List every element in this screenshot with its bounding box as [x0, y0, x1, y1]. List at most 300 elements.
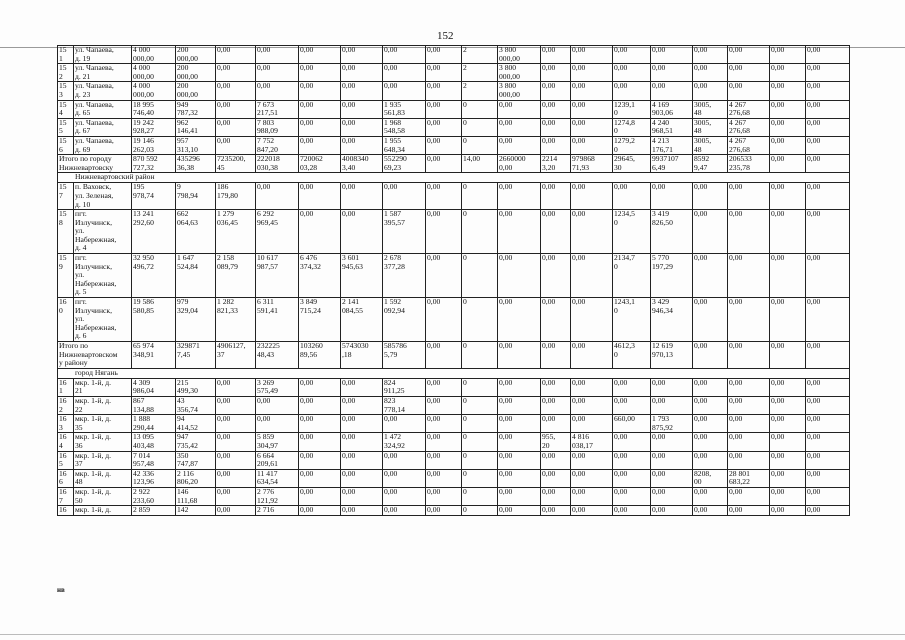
value-cell: 0,00	[426, 82, 462, 100]
value-cell: 13 095 403,48	[132, 433, 176, 451]
value-cell: 232225 48,43	[256, 342, 299, 369]
value-cell: 19 586 580,85	[132, 298, 176, 342]
value-cell: 142	[176, 506, 216, 516]
table-row	[58, 487, 850, 505]
value-cell: 0,00	[613, 82, 651, 100]
address-cell: мкр. 1-й, д.	[74, 506, 132, 516]
table-row	[58, 210, 850, 254]
value-cell: 0,00	[613, 183, 651, 210]
value-cell: 0,00	[728, 210, 770, 254]
value-cell: 7 673 217,51	[256, 100, 299, 118]
value-cell: 0,00	[770, 100, 806, 118]
value-cell: 19 242 928,27	[132, 118, 176, 136]
value-cell: 0,00	[498, 254, 541, 298]
value-cell: 0,00	[216, 46, 256, 64]
value-cell: 0,00	[693, 378, 728, 396]
value-cell: 0,00	[498, 100, 541, 118]
value-cell: 0,00	[426, 506, 462, 516]
value-cell: 5743030 ,18	[341, 342, 383, 369]
value-cell: 0,00	[728, 378, 770, 396]
value-cell: 94 414,52	[176, 415, 216, 433]
value-cell: 0,00	[806, 64, 850, 82]
value-cell: 0,00	[383, 183, 426, 210]
row-number-cell: 16 6	[58, 469, 74, 487]
value-cell: 0,00	[426, 469, 462, 487]
value-cell: 0,00	[341, 506, 383, 516]
value-cell: 0,00	[806, 451, 850, 469]
value-cell: 0,00	[341, 100, 383, 118]
value-cell: 0,00	[541, 378, 571, 396]
section-header-row	[58, 368, 850, 378]
value-cell: 1 935 561,83	[383, 100, 426, 118]
value-cell: 3 429 946,34	[651, 298, 693, 342]
value-cell: 0,00	[728, 254, 770, 298]
table-row	[58, 136, 850, 154]
value-cell: 0,00	[571, 469, 613, 487]
value-cell: 0,00	[216, 396, 256, 414]
value-cell: 1279,2 0	[613, 136, 651, 154]
value-cell: 3 269 575,49	[256, 378, 299, 396]
value-cell: 0,00	[770, 415, 806, 433]
row-number-cell: 15 6	[58, 136, 74, 154]
value-cell: 0,00	[216, 136, 256, 154]
value-cell: 0,00	[216, 506, 256, 516]
value-cell: 0,00	[571, 100, 613, 118]
section-label: Нижневартовский район	[58, 173, 850, 183]
value-cell: 0	[462, 342, 498, 369]
address-cell: мкр. 1-й, д. 21	[74, 378, 132, 396]
value-cell: 329871 7,45	[176, 342, 216, 369]
value-cell: 0,00	[806, 118, 850, 136]
value-cell: 1243,1 0	[613, 298, 651, 342]
value-cell: 4008340 3,40	[341, 155, 383, 173]
value-cell: 0,00	[571, 378, 613, 396]
value-cell: 19 146 262,03	[132, 136, 176, 154]
value-cell: 0	[462, 298, 498, 342]
value-cell: 660,00	[613, 415, 651, 433]
value-cell: 0,00	[770, 46, 806, 64]
value-cell: 186 179,80	[216, 183, 256, 210]
value-cell: 0,00	[770, 506, 806, 516]
value-cell: 0,00	[498, 433, 541, 451]
value-cell: 0,00	[541, 298, 571, 342]
value-cell: 0,00	[426, 487, 462, 505]
value-cell: 0,00	[571, 415, 613, 433]
table-row	[58, 378, 850, 396]
value-cell: 0,00	[693, 506, 728, 516]
bottom-rule	[0, 634, 905, 635]
value-cell: 0,00	[383, 415, 426, 433]
value-cell: 13 241 292,60	[132, 210, 176, 254]
total-label: Итого по городу Нижневартовску	[58, 155, 132, 173]
value-cell: 0,00	[806, 46, 850, 64]
value-cell: 0,00	[383, 64, 426, 82]
value-cell: 949 787,32	[176, 100, 216, 118]
value-cell: 552290 69,23	[383, 155, 426, 173]
value-cell: 2 158 089,79	[216, 254, 256, 298]
value-cell: 0,00	[299, 64, 341, 82]
value-cell: 0	[462, 451, 498, 469]
value-cell: 6 311 591,41	[256, 298, 299, 342]
value-cell: 2 678 377,28	[383, 254, 426, 298]
value-cell: 0,00	[613, 433, 651, 451]
value-cell: 9 798,94	[176, 183, 216, 210]
value-cell: 0,00	[571, 210, 613, 254]
value-cell: 0,00	[571, 396, 613, 414]
value-cell: 0,00	[341, 46, 383, 64]
value-cell: 146 111,68	[176, 487, 216, 505]
value-cell: 1 647 524,84	[176, 254, 216, 298]
value-cell: 0,00	[426, 451, 462, 469]
value-cell: 0	[462, 487, 498, 505]
value-cell: 0,00	[541, 415, 571, 433]
value-cell: 0,00	[806, 136, 850, 154]
value-cell: 0	[462, 415, 498, 433]
address-cell: мкр. 1-й, д. 37	[74, 451, 132, 469]
value-cell: 0,00	[383, 82, 426, 100]
value-cell: 0,00	[770, 183, 806, 210]
value-cell: 0,00	[571, 451, 613, 469]
value-cell: 3 849 715,24	[299, 298, 341, 342]
value-cell: 0,00	[341, 451, 383, 469]
value-cell: 3005, 48	[693, 136, 728, 154]
value-cell: 103260 89,56	[299, 342, 341, 369]
value-cell: 11 417 634,54	[256, 469, 299, 487]
value-cell: 0,00	[693, 64, 728, 82]
value-cell: 4 240 968,51	[651, 118, 693, 136]
value-cell: 0,00	[770, 433, 806, 451]
value-cell: 0,00	[806, 506, 850, 516]
value-cell: 8592 9,47	[693, 155, 728, 173]
value-cell: 0,00	[693, 451, 728, 469]
value-cell: 4 000 000,00	[132, 82, 176, 100]
value-cell: 2 716	[256, 506, 299, 516]
value-cell: 6 292 969,45	[256, 210, 299, 254]
value-cell: 0,00	[541, 487, 571, 505]
value-cell: 0,00	[341, 118, 383, 136]
table-row	[58, 118, 850, 136]
value-cell: 0	[462, 469, 498, 487]
value-cell: 0,00	[806, 82, 850, 100]
value-cell: 0,00	[256, 396, 299, 414]
value-cell: 435296 36,38	[176, 155, 216, 173]
value-cell: 0,00	[216, 469, 256, 487]
value-cell: 0,00	[426, 378, 462, 396]
value-cell: 720062 03,28	[299, 155, 341, 173]
value-cell: 0,00	[256, 82, 299, 100]
value-cell: 18 995 746,40	[132, 100, 176, 118]
value-cell: 9937107 6,49	[651, 155, 693, 173]
value-cell: 1 592 092,94	[383, 298, 426, 342]
value-cell: 4 267 276,68	[728, 100, 770, 118]
value-cell: 2 859	[132, 506, 176, 516]
value-cell: 0,00	[806, 487, 850, 505]
address-cell: мкр. 1-й, д. 35	[74, 415, 132, 433]
value-cell: 0	[462, 254, 498, 298]
value-cell: 0,00	[383, 46, 426, 64]
value-cell: 0,00	[216, 415, 256, 433]
value-cell: 867 134,88	[132, 396, 176, 414]
value-cell: 0,00	[613, 506, 651, 516]
value-cell: 0,00	[541, 469, 571, 487]
value-cell: 4612,3 0	[613, 342, 651, 369]
value-cell: 4 213 176,71	[651, 136, 693, 154]
value-cell: 0,00	[728, 433, 770, 451]
value-cell: 0,00	[299, 82, 341, 100]
value-cell: 0,00	[770, 378, 806, 396]
value-cell: 0,00	[770, 396, 806, 414]
value-cell: 0,00	[728, 451, 770, 469]
page-number: 152	[437, 30, 454, 42]
value-cell: 1239,1 0	[613, 100, 651, 118]
value-cell: 0,00	[651, 487, 693, 505]
value-cell: 6 476 374,32	[299, 254, 341, 298]
value-cell: 0	[462, 506, 498, 516]
row-number-cell: 15 3	[58, 82, 74, 100]
value-cell: 0,00	[498, 469, 541, 487]
section-header-row	[58, 173, 850, 183]
value-cell: 0,00	[651, 82, 693, 100]
value-cell: 2 776 121,92	[256, 487, 299, 505]
row-number-cell: 16 3	[58, 415, 74, 433]
value-cell: 28 801 683,22	[728, 469, 770, 487]
value-cell: 0,00	[571, 46, 613, 64]
value-cell: 0,00	[426, 210, 462, 254]
value-cell: 0,00	[498, 210, 541, 254]
value-cell: 1 955 648,34	[383, 136, 426, 154]
value-cell: 0,00	[299, 100, 341, 118]
value-cell: 0,00	[651, 469, 693, 487]
value-cell: 0	[462, 100, 498, 118]
value-cell: 0,00	[541, 118, 571, 136]
value-cell: 0,00	[299, 183, 341, 210]
table-row	[58, 298, 850, 342]
value-cell: 0,00	[571, 82, 613, 100]
value-cell: 0,00	[256, 183, 299, 210]
table-row	[58, 469, 850, 487]
value-cell: 0,00	[383, 451, 426, 469]
value-cell: 0,00	[571, 136, 613, 154]
table-row	[58, 183, 850, 210]
value-cell: 0,00	[256, 64, 299, 82]
value-cell: 0,00	[770, 64, 806, 82]
row-number-cell: 15 8	[58, 210, 74, 254]
value-cell: 0,00	[541, 506, 571, 516]
value-cell: 5 770 197,29	[651, 254, 693, 298]
value-cell: 14,00	[462, 155, 498, 173]
value-cell: 2 922 233,60	[132, 487, 176, 505]
value-cell: 979868 71,93	[571, 155, 613, 173]
value-cell: 0,00	[693, 396, 728, 414]
value-cell: 0	[462, 396, 498, 414]
value-cell: 0,00	[693, 487, 728, 505]
value-cell: 4 267 276,68	[728, 136, 770, 154]
value-cell: 0,00	[341, 210, 383, 254]
address-cell: ул. Чапаева, д. 67	[74, 118, 132, 136]
value-cell: 0,00	[651, 378, 693, 396]
address-cell: ул. Чапаева, д. 19	[74, 46, 132, 64]
row-number-cell: 15 1	[58, 46, 74, 64]
value-cell: 0,00	[299, 378, 341, 396]
value-cell: 0,00	[498, 118, 541, 136]
address-cell: ул. Чапаева, д. 23	[74, 82, 132, 100]
value-cell: 0,00	[770, 82, 806, 100]
value-cell: 0,00	[728, 487, 770, 505]
value-cell: 0,00	[613, 396, 651, 414]
value-cell: 0,00	[498, 506, 541, 516]
value-cell: 870 592 727,32	[132, 155, 176, 173]
row-number-cell: 15 9	[58, 254, 74, 298]
value-cell: 0,00	[693, 183, 728, 210]
value-cell: 0,00	[806, 183, 850, 210]
value-cell: 0,00	[498, 396, 541, 414]
value-cell: 0,00	[770, 136, 806, 154]
value-cell: 979 329,04	[176, 298, 216, 342]
value-cell: 0,00	[806, 415, 850, 433]
value-cell: 0,00	[216, 433, 256, 451]
value-cell: 0,00	[651, 396, 693, 414]
value-cell: 8208, 00	[693, 469, 728, 487]
value-cell: 195 978,74	[132, 183, 176, 210]
row-number-cell: 15 4	[58, 100, 74, 118]
value-cell: 3 419 826,50	[651, 210, 693, 254]
value-cell: 0,00	[498, 487, 541, 505]
value-cell: 1 282 821,33	[216, 298, 256, 342]
value-cell: 0,00	[728, 46, 770, 64]
address-cell: пгт. Излучинск, ул. Набережная, д. 4	[74, 210, 132, 254]
value-cell: 0,00	[341, 415, 383, 433]
value-cell: 0,00	[498, 342, 541, 369]
value-cell: 3 800 000,00	[498, 82, 541, 100]
value-cell: 0,00	[541, 82, 571, 100]
value-cell: 0,00	[806, 433, 850, 451]
value-cell: 0,00	[541, 136, 571, 154]
row-number-cell: 16 7	[58, 487, 74, 505]
value-cell: 4 816 038,17	[571, 433, 613, 451]
value-cell: 3 601 945,63	[341, 254, 383, 298]
value-cell: 0,00	[426, 254, 462, 298]
value-cell: 0,00	[426, 64, 462, 82]
value-cell: 0,00	[256, 415, 299, 433]
value-cell: 0,00	[770, 487, 806, 505]
row-number-cell: 16 2	[58, 396, 74, 414]
value-cell: 585786 5,79	[383, 342, 426, 369]
address-cell: пгт. Излучинск, ул. Набережная, д. 6	[74, 298, 132, 342]
value-cell: 0,00	[541, 183, 571, 210]
table-row	[58, 396, 850, 414]
value-cell: 0,00	[383, 487, 426, 505]
value-cell: 0,00	[541, 342, 571, 369]
value-cell: 2 116 806,20	[176, 469, 216, 487]
value-cell: 0,00	[571, 183, 613, 210]
value-cell: 0,00	[426, 118, 462, 136]
value-cell: 3 800 000,00	[498, 46, 541, 64]
value-cell: 823 778,14	[383, 396, 426, 414]
value-cell: 0,00	[806, 378, 850, 396]
value-cell: 662 064,63	[176, 210, 216, 254]
value-cell: 0,00	[341, 487, 383, 505]
value-cell: 7235200, 45	[216, 155, 256, 173]
value-cell: 0,00	[693, 210, 728, 254]
row-number-cell: 15 7	[58, 183, 74, 210]
value-cell: 0,00	[256, 46, 299, 64]
value-cell: 0,00	[770, 298, 806, 342]
value-cell: 3005, 48	[693, 100, 728, 118]
table-row	[58, 46, 850, 64]
value-cell: 0	[462, 183, 498, 210]
value-cell: 0,00	[651, 183, 693, 210]
value-cell: 3005, 48	[693, 118, 728, 136]
table-row	[58, 100, 850, 118]
value-cell: 0,00	[728, 415, 770, 433]
value-cell: 200 000,00	[176, 82, 216, 100]
value-cell: 0,00	[299, 46, 341, 64]
address-cell: мкр. 1-й, д. 22	[74, 396, 132, 414]
value-cell: 0,00	[341, 82, 383, 100]
value-cell: 12 619 970,13	[651, 342, 693, 369]
value-cell: 0,00	[216, 451, 256, 469]
value-cell: 0,00	[498, 298, 541, 342]
value-cell: 2	[462, 46, 498, 64]
value-cell: 0,00	[651, 46, 693, 64]
value-cell: 0,00	[770, 342, 806, 369]
value-cell: 0,00	[426, 415, 462, 433]
value-cell: 4 000 000,00	[132, 64, 176, 82]
section-label: город Нягань	[58, 368, 850, 378]
value-cell: 0,00	[299, 396, 341, 414]
value-cell: 0,00	[541, 46, 571, 64]
value-cell: 0,00	[693, 82, 728, 100]
value-cell: 5 859 304,97	[256, 433, 299, 451]
total-row	[58, 342, 850, 369]
value-cell: 215 499,30	[176, 378, 216, 396]
value-cell: 0,00	[426, 183, 462, 210]
value-cell: 3 800 000,00	[498, 64, 541, 82]
value-cell: 0,00	[341, 469, 383, 487]
value-cell: 0,00	[613, 64, 651, 82]
value-cell: 824 911,25	[383, 378, 426, 396]
value-cell: 32 950 496,72	[132, 254, 176, 298]
value-cell: 0,00	[541, 64, 571, 82]
value-cell: 0,00	[693, 342, 728, 369]
value-cell: 43 356,74	[176, 396, 216, 414]
value-cell: 2	[462, 82, 498, 100]
value-cell: 0,00	[216, 378, 256, 396]
value-cell: 0,00	[693, 46, 728, 64]
value-cell: 0,00	[728, 64, 770, 82]
value-cell: 0,00	[426, 155, 462, 173]
total-label: Итого по Нижневартовском у району	[58, 342, 132, 369]
value-cell: 29645, 30	[613, 155, 651, 173]
value-cell: 0,00	[728, 506, 770, 516]
value-cell: 0,00	[770, 118, 806, 136]
value-cell: 2134,7 0	[613, 254, 651, 298]
value-cell: 7 014 957,48	[132, 451, 176, 469]
value-cell: 4906127, 37	[216, 342, 256, 369]
value-cell: 0,00	[728, 183, 770, 210]
value-cell: 65 974 348,91	[132, 342, 176, 369]
value-cell: 6 664 209,61	[256, 451, 299, 469]
value-cell: 0,00	[613, 469, 651, 487]
value-cell: 962 146,41	[176, 118, 216, 136]
value-cell: 1 587 395,57	[383, 210, 426, 254]
table-row	[58, 433, 850, 451]
value-cell: 955, 20	[541, 433, 571, 451]
value-cell: 0,00	[299, 469, 341, 487]
value-cell: 1 888 290,44	[132, 415, 176, 433]
value-cell: 0,00	[728, 342, 770, 369]
value-cell: 0,00	[426, 298, 462, 342]
